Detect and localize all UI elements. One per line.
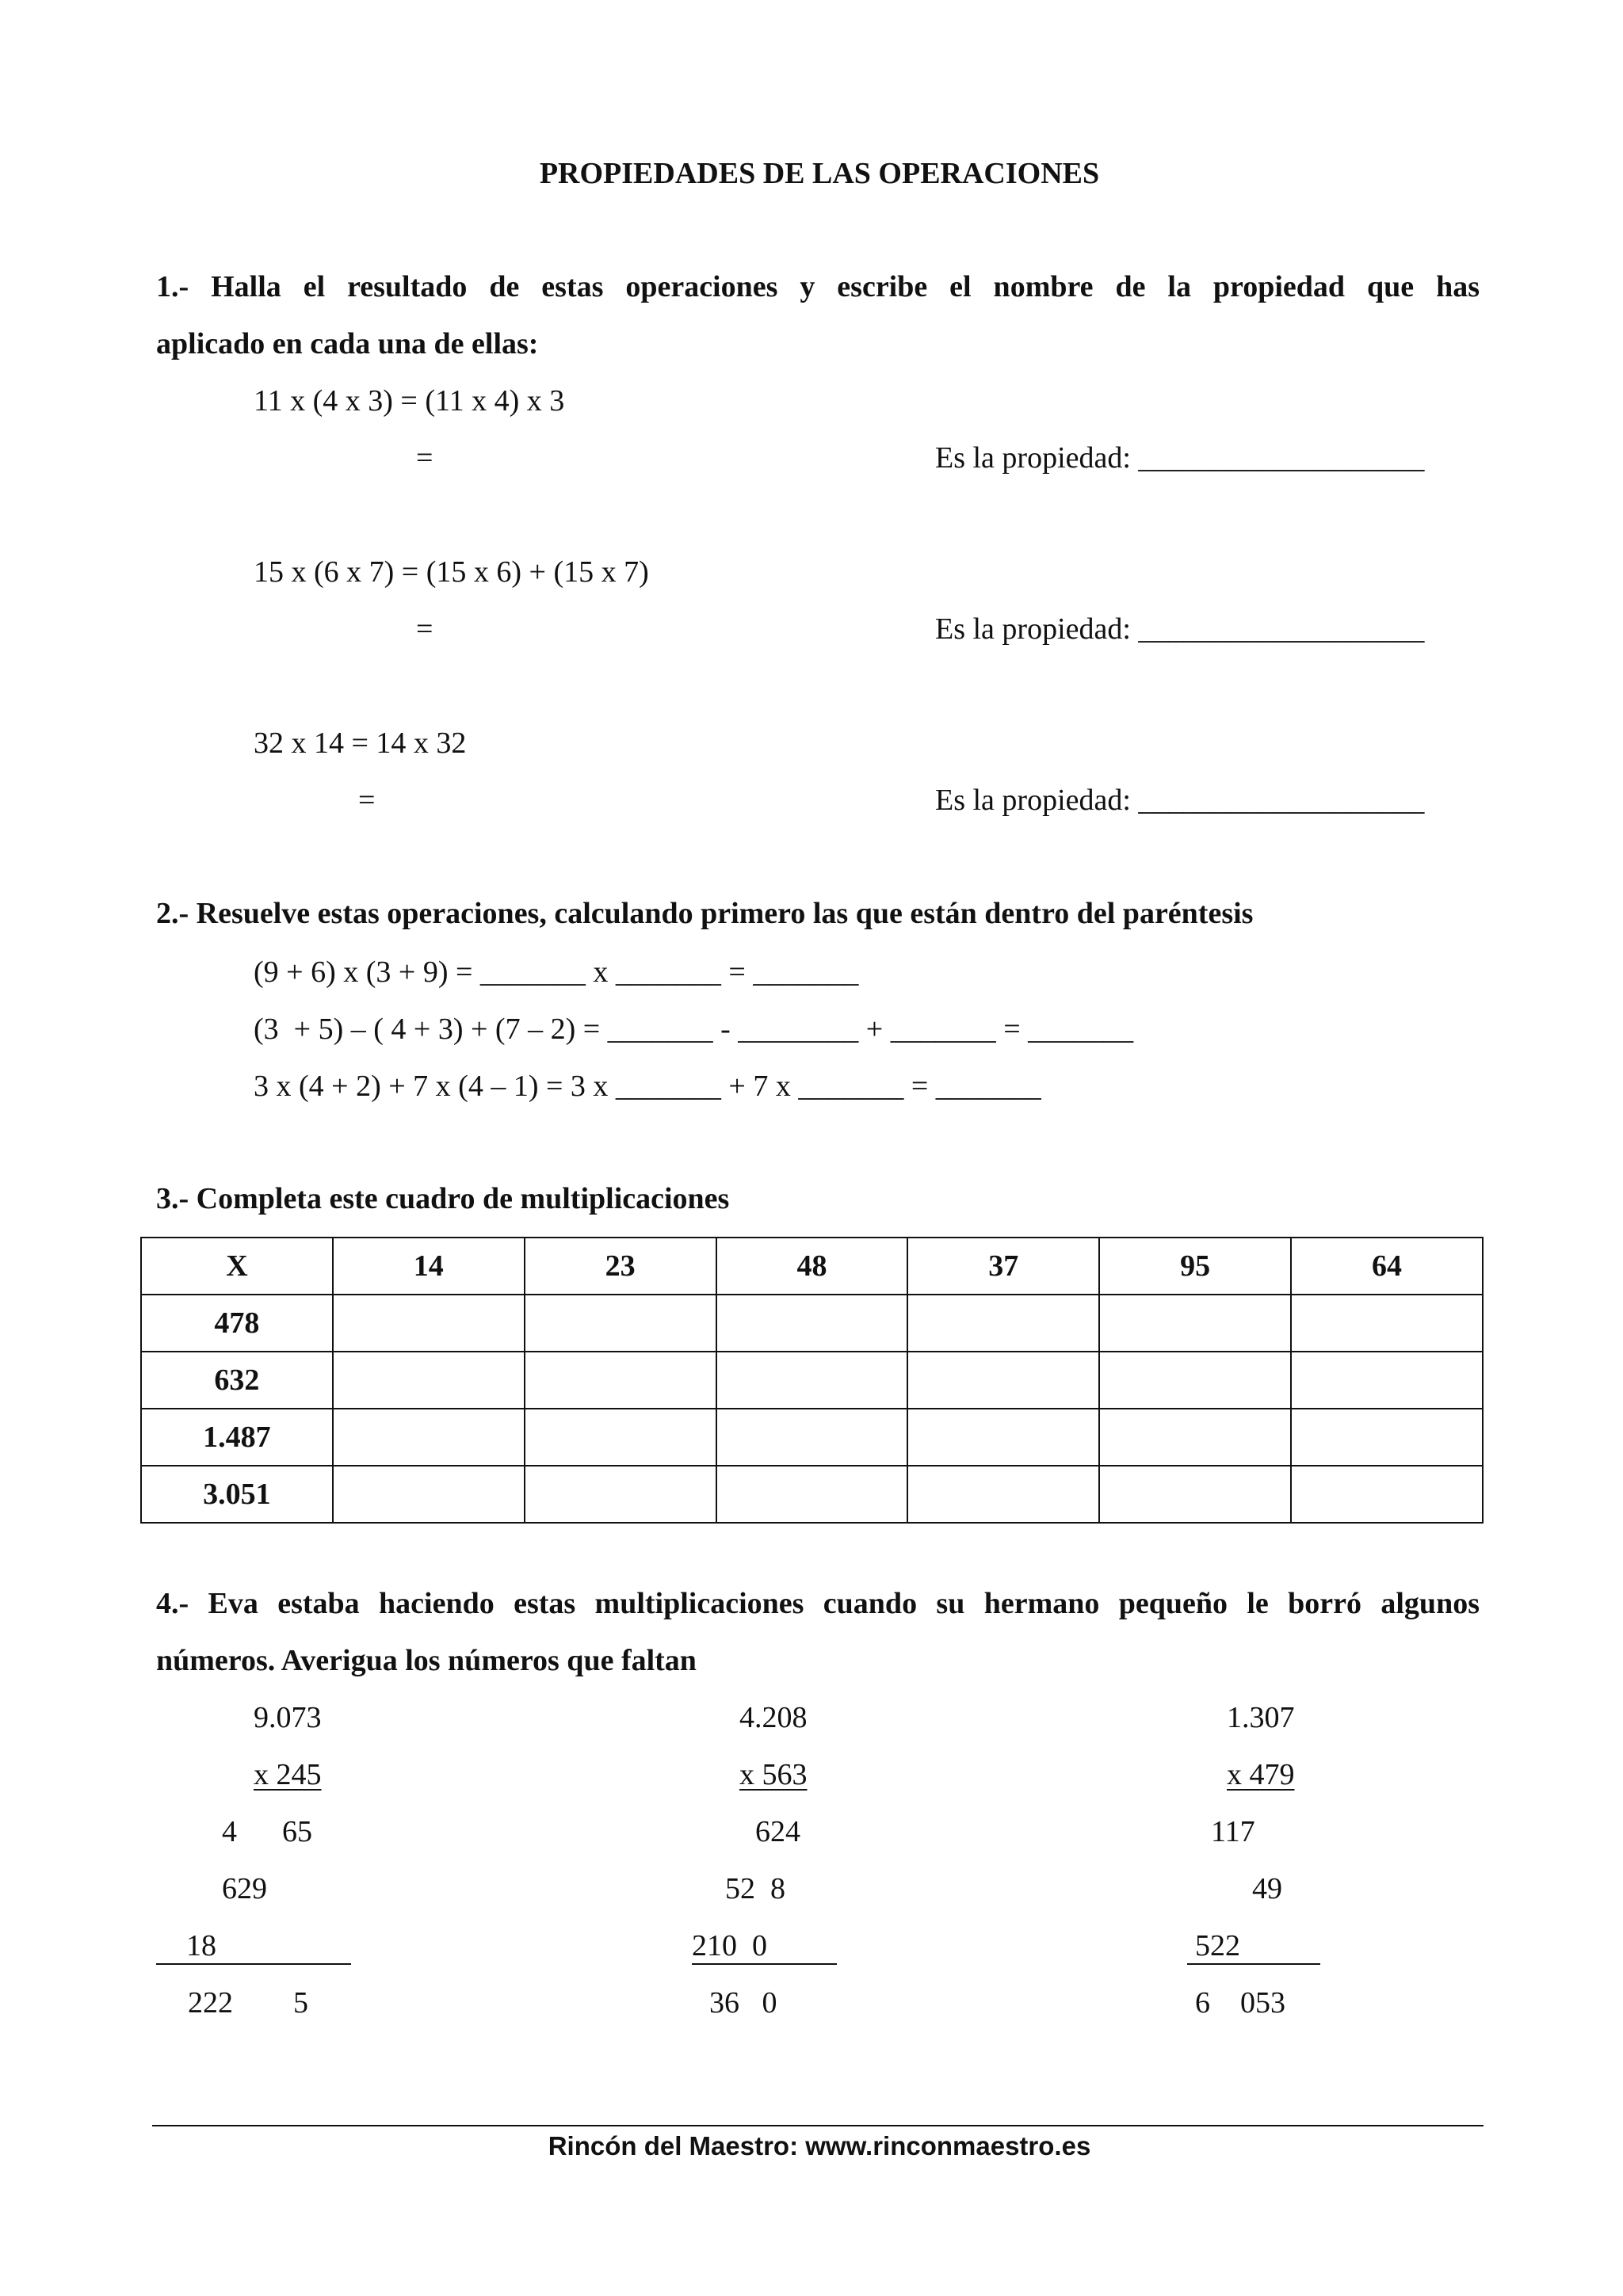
q1-item-2-property: Es la propiedad: ___________________ xyxy=(935,612,1425,646)
answer-cell[interactable] xyxy=(716,1409,908,1466)
q1-item-3-equals: = xyxy=(358,784,376,817)
mult-1-partial-1: 4 65 xyxy=(222,1815,312,1848)
answer-cell[interactable] xyxy=(716,1352,908,1409)
answer-cell[interactable] xyxy=(525,1352,716,1409)
q4-heading-line2: números. Averigua los números que faltan xyxy=(156,1644,697,1677)
table-row xyxy=(141,1352,1483,1409)
mult-2-partial-2: 52 8 xyxy=(725,1872,785,1905)
q1-heading-line1: 1.- Halla el resultado de estas operaciones y escribe el nombre de la propiedad que has xyxy=(156,270,1480,303)
table-header-cell: X xyxy=(141,1238,333,1295)
q3-heading: 3.- Completa este cuadro de multiplicaciones xyxy=(156,1182,730,1215)
answer-cell[interactable] xyxy=(1291,1466,1483,1523)
mult-2-sum-line xyxy=(692,1963,837,1965)
mult-1-result: 222 5 xyxy=(188,1986,308,2019)
answer-cell[interactable] xyxy=(716,1466,908,1523)
mult-3-partial-1: 117 xyxy=(1211,1815,1255,1848)
table-header-cell: 37 xyxy=(907,1238,1099,1295)
mult-2-partial-3: 210 0 xyxy=(692,1929,767,1962)
table-row xyxy=(141,1409,1483,1466)
answer-cell[interactable] xyxy=(525,1409,716,1466)
answer-cell[interactable] xyxy=(1099,1295,1291,1352)
row-label: 632 xyxy=(141,1352,333,1409)
mult-3-partial-2: 49 xyxy=(1252,1872,1282,1905)
table-header-cell: 64 xyxy=(1291,1238,1483,1295)
mult-3-multiplier: x 479 xyxy=(1227,1758,1295,1791)
answer-cell[interactable] xyxy=(525,1466,716,1523)
mult-2-top: 4.208 xyxy=(739,1701,808,1734)
q1-item-3-property: Es la propiedad: ___________________ xyxy=(935,784,1425,817)
table-row xyxy=(141,1295,1483,1352)
table-header-cell: 14 xyxy=(333,1238,525,1295)
multiplication-table xyxy=(140,1237,1484,1524)
answer-cell[interactable] xyxy=(333,1466,525,1523)
answer-cell[interactable] xyxy=(1099,1409,1291,1466)
mult-1-multiplier: x 245 xyxy=(254,1758,322,1791)
q2-line-2: (3 + 5) – ( 4 + 3) + (7 – 2) = _______ - ________ + _______ = _______ xyxy=(254,1013,1134,1046)
mult-2-multiplier: x 563 xyxy=(739,1758,808,1791)
table-header-cell: 95 xyxy=(1099,1238,1291,1295)
answer-cell[interactable] xyxy=(907,1409,1099,1466)
mult-3-sum-line xyxy=(1187,1963,1320,1965)
q1-item-2-expression: 15 x (6 x 7) = (15 x 6) + (15 x 7) xyxy=(254,555,649,589)
answer-cell[interactable] xyxy=(1099,1466,1291,1523)
table-header-cell: 23 xyxy=(525,1238,716,1295)
answer-cell[interactable] xyxy=(907,1295,1099,1352)
answer-cell[interactable] xyxy=(333,1295,525,1352)
q2-line-1: (9 + 6) x (3 + 9) = _______ x _______ = _______ xyxy=(254,955,859,989)
answer-cell[interactable] xyxy=(907,1352,1099,1409)
answer-cell[interactable] xyxy=(333,1409,525,1466)
row-label: 1.487 xyxy=(141,1409,333,1466)
mult-3-result: 6 053 xyxy=(1195,1986,1285,2019)
footer-credit: Rincón del Maestro: www.rinconmaestro.es xyxy=(548,2131,1091,2161)
answer-cell[interactable] xyxy=(1099,1352,1291,1409)
mult-1-partial-3: 18 xyxy=(156,1929,216,1962)
q2-heading: 2.- Resuelve estas operaciones, calculando primero las que están dentro del paréntesis xyxy=(156,897,1254,930)
q1-item-2-equals: = xyxy=(416,612,433,646)
q1-heading-line2: aplicado en cada una de ellas: xyxy=(156,327,539,360)
answer-cell[interactable] xyxy=(333,1352,525,1409)
answer-cell[interactable] xyxy=(1291,1295,1483,1352)
mult-1-top: 9.073 xyxy=(254,1701,322,1734)
mult-3-partial-3: 522 xyxy=(1195,1929,1240,1962)
table-header-row xyxy=(141,1238,1483,1295)
row-label: 3.051 xyxy=(141,1466,333,1523)
mult-1-sum-line xyxy=(156,1963,351,1965)
table-header-cell: 48 xyxy=(716,1238,908,1295)
answer-cell[interactable] xyxy=(1291,1409,1483,1466)
q1-item-1-equals: = xyxy=(416,441,433,475)
row-label: 478 xyxy=(141,1295,333,1352)
q1-item-1-property: Es la propiedad: ___________________ xyxy=(935,441,1425,475)
answer-cell[interactable] xyxy=(716,1295,908,1352)
mult-2-partial-1: 624 xyxy=(755,1815,800,1848)
answer-cell[interactable] xyxy=(1291,1352,1483,1409)
mult-3-top: 1.307 xyxy=(1227,1701,1295,1734)
mult-1-partial-2: 629 xyxy=(222,1872,267,1905)
q4-heading-line1: 4.- Eva estaba haciendo estas multiplicaciones cuando su hermano pequeño le borró algunos xyxy=(156,1587,1480,1620)
page-title: PROPIEDADES DE LAS OPERACIONES xyxy=(539,157,1100,190)
mult-2-result: 36 0 xyxy=(709,1986,777,2019)
q1-item-1-expression: 11 x (4 x 3) = (11 x 4) x 3 xyxy=(254,384,565,418)
q1-item-3-expression: 32 x 14 = 14 x 32 xyxy=(254,727,467,760)
answer-cell[interactable] xyxy=(907,1466,1099,1523)
q2-line-3: 3 x (4 + 2) + 7 x (4 – 1) = 3 x _______ + 7 x _______ = _______ xyxy=(254,1070,1041,1103)
answer-cell[interactable] xyxy=(525,1295,716,1352)
footer-divider xyxy=(152,2125,1484,2126)
table-row xyxy=(141,1466,1483,1523)
